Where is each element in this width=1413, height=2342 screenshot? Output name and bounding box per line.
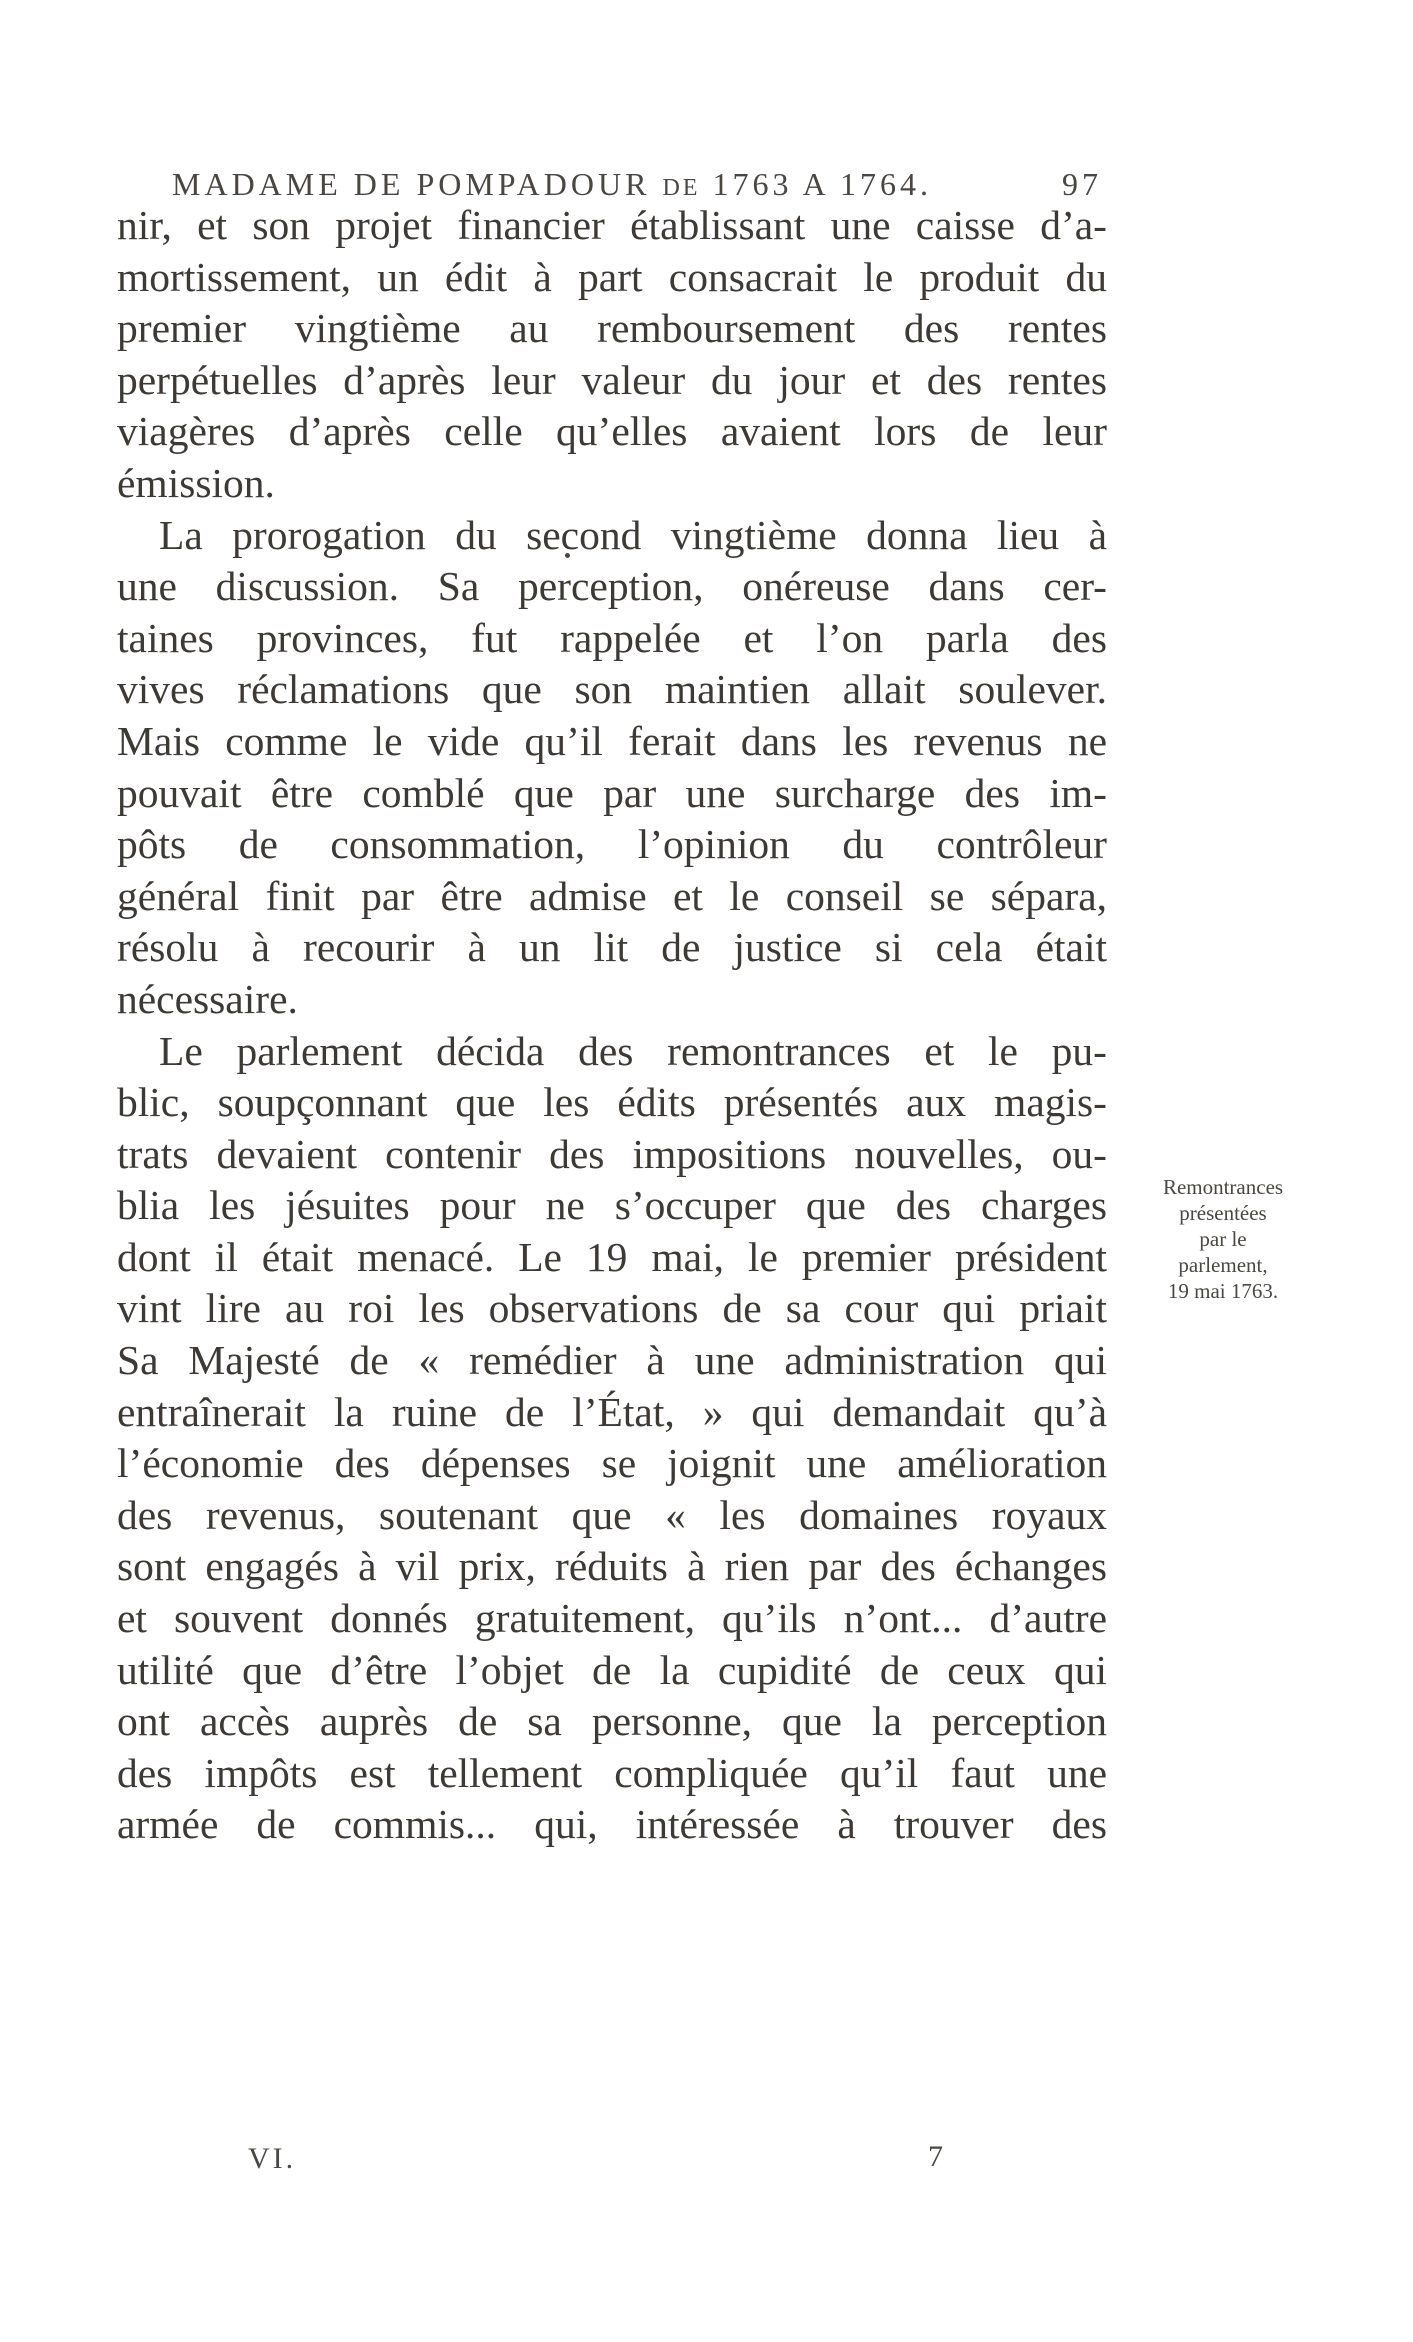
running-head-title-main: MADAME DE POMPADOUR <box>172 166 651 202</box>
margin-note-line: 19 mai 1763. <box>1167 1279 1279 1303</box>
text-line: l’économie des dépenses se joignit une amélioration <box>117 1440 1107 1487</box>
margin-note <box>1128 1174 1318 1304</box>
text-line: et souvent donnés gratuitement, qu’ils n’ont... d’autre <box>117 1595 1107 1642</box>
text-line: blic, soupçonnant que les édits présentés aux magis- <box>117 1079 1107 1126</box>
page-number: 97 <box>1062 166 1102 202</box>
body-text <box>117 200 1107 1851</box>
text-line: entraînerait la ruine de l’État, » qui demandait qu’à <box>117 1388 1107 1435</box>
text-line: armée de commis... qui, intéressée à trouver des <box>117 1801 1107 1848</box>
text-line: des revenus, soutenant que « les domaines royaux <box>117 1491 1107 1538</box>
text-line: des impôts est tellement compliquée qu’il faut une <box>117 1749 1107 1796</box>
text-line: Sa Majesté de « remédier à une administration qui <box>117 1337 1107 1384</box>
text-line: Le parlement décida des remontrances et le pu- <box>159 1027 1107 1074</box>
text-line: ont accès auprès de sa personne, que la perception <box>117 1698 1107 1745</box>
text-line: taines provinces, fut rappelée et l’on parla des <box>117 614 1107 661</box>
margin-note-line: Remontrances <box>1162 1175 1284 1199</box>
text-line: perpétuelles d’après leur valeur du jour et des rentes <box>117 356 1107 403</box>
margin-note-line: parlement, <box>1178 1253 1268 1277</box>
text-line: utilité que d’être l’objet de la cupidité de ceux qui <box>117 1646 1107 1693</box>
text-line: nir, et son projet financier établissant une caisse d’a- <box>117 202 1107 248</box>
margin-note-line: présentées <box>1179 1201 1267 1225</box>
text-line: sont engagés à vil prix, réduits à rien par des échanges <box>117 1543 1107 1590</box>
text-line: vint lire au roi les observations de sa cour qui priait <box>117 1285 1107 1332</box>
volume-signature: VI. <box>248 2142 297 2175</box>
running-head-years: 1763 A 1764. <box>712 166 933 202</box>
margin-note-line: par le <box>1199 1227 1247 1251</box>
text-line: dont il était menacé. Le 19 mai, le premier président <box>117 1233 1107 1280</box>
text-line: Mais comme le vide qu’il ferait dans les revenus ne <box>117 717 1107 764</box>
text-line: général finit par être admise et le conseil se sépara, <box>117 872 1107 919</box>
running-head-title <box>172 166 932 203</box>
text-line: émission. <box>117 459 275 506</box>
text-line: trats devaient contenir des impositions nouvelles, ou- <box>117 1130 1107 1177</box>
text-line: pouvait être comblé que par une surcharge des im- <box>117 769 1107 816</box>
running-head-connector: DE <box>662 175 701 201</box>
text-line: vives réclamations que son maintien allait soulever. <box>117 666 1107 713</box>
text-line: résolu à recourir à un lit de justice si cela était <box>117 924 1107 971</box>
text-line: mortissement, un édit à part consacrait le produit du <box>117 253 1107 300</box>
text-line: une discussion. Sa perception, onéreuse dans cer- <box>117 563 1107 610</box>
sheet-number: 7 <box>928 2140 943 2173</box>
text-line: viagères d’après celle qu’elles avaient lors de leur <box>117 408 1107 455</box>
text-line: La prorogation du second vingtième donna lieu à <box>159 511 1107 558</box>
text-line: pôts de consommation, l’opinion du contrôleur <box>117 821 1107 868</box>
text-line: blia les jésuites pour ne s’occuper que des charges <box>117 1182 1107 1229</box>
text-line: premier vingtième au remboursement des rentes <box>117 305 1107 352</box>
text-line: nécessaire. <box>117 975 298 1022</box>
